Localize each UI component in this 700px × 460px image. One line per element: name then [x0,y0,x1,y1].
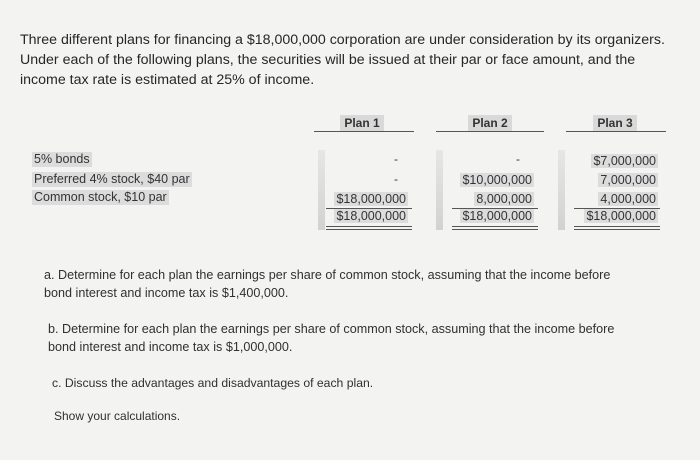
row-label-preferred: Preferred 4% stock, $40 par [34,172,190,186]
plan-2-bonds: - [516,152,520,166]
intro-line-3: income tax rate is estimated at 25% of income. [20,72,315,88]
plan-1-header-rule [314,131,414,132]
plan-3-total-rule-2 [574,229,660,230]
question-c: c. Discuss the advantages and disadvantages of each plan. [52,376,374,390]
plan-2-total-rule-2 [452,229,538,230]
question-b-line-2: bond interest and income tax is $1,000,000. [48,340,293,354]
plan-1-total-rule-2 [326,229,412,230]
plan-1-header: Plan 1 [322,116,402,130]
intro-line-2: Under each of the following plans, the securities will be issued at their par or face amount, and the [20,52,636,68]
column-shade [558,150,565,230]
plan-2-total: $18,000,000 [462,209,532,223]
plan-2-total-rule [452,226,538,227]
plan-1-total-rule [326,226,412,227]
question-b-line-1: b. Determine for each plan the earnings per share of common stock, assuming that the income before [48,322,615,336]
question-a-line-1: a. Determine for each plan the earnings per share of common stock, assuming that the income before [44,268,611,282]
plan-1-total: $18,000,000 [336,209,406,223]
plan-3-bonds: $7,000,000 [593,154,656,168]
plan-1-common: $18,000,000 [336,192,406,206]
plan-3-header-rule [566,131,666,132]
row-label-common: Common stock, $10 par [34,190,167,204]
intro-line-1: Three different plans for financing a $18,000,000 corporation are under consideration by its organizers. [20,32,665,48]
plan-3-preferred: 7,000,000 [600,173,656,187]
row-label-bonds: 5% bonds [34,152,90,166]
plan-1-bonds: - [394,152,398,166]
plan-2-preferred: $10,000,000 [462,173,532,187]
plan-2-common: 8,000,000 [476,192,532,206]
plan-3-total: $18,000,000 [586,209,656,223]
column-shade [436,150,443,230]
question-a-line-2: bond interest and income tax is $1,400,000. [44,286,289,300]
intro-paragraph [20,30,680,90]
plan-2-header-rule [436,131,544,132]
plan-2-header: Plan 2 [450,116,530,130]
show-calculations-note: Show your calculations. [54,409,181,423]
plan-3-header: Plan 3 [575,116,655,130]
plan-3-total-rule [574,226,660,227]
plan-1-preferred: - [394,172,398,186]
plan-3-common: 4,000,000 [600,192,656,206]
